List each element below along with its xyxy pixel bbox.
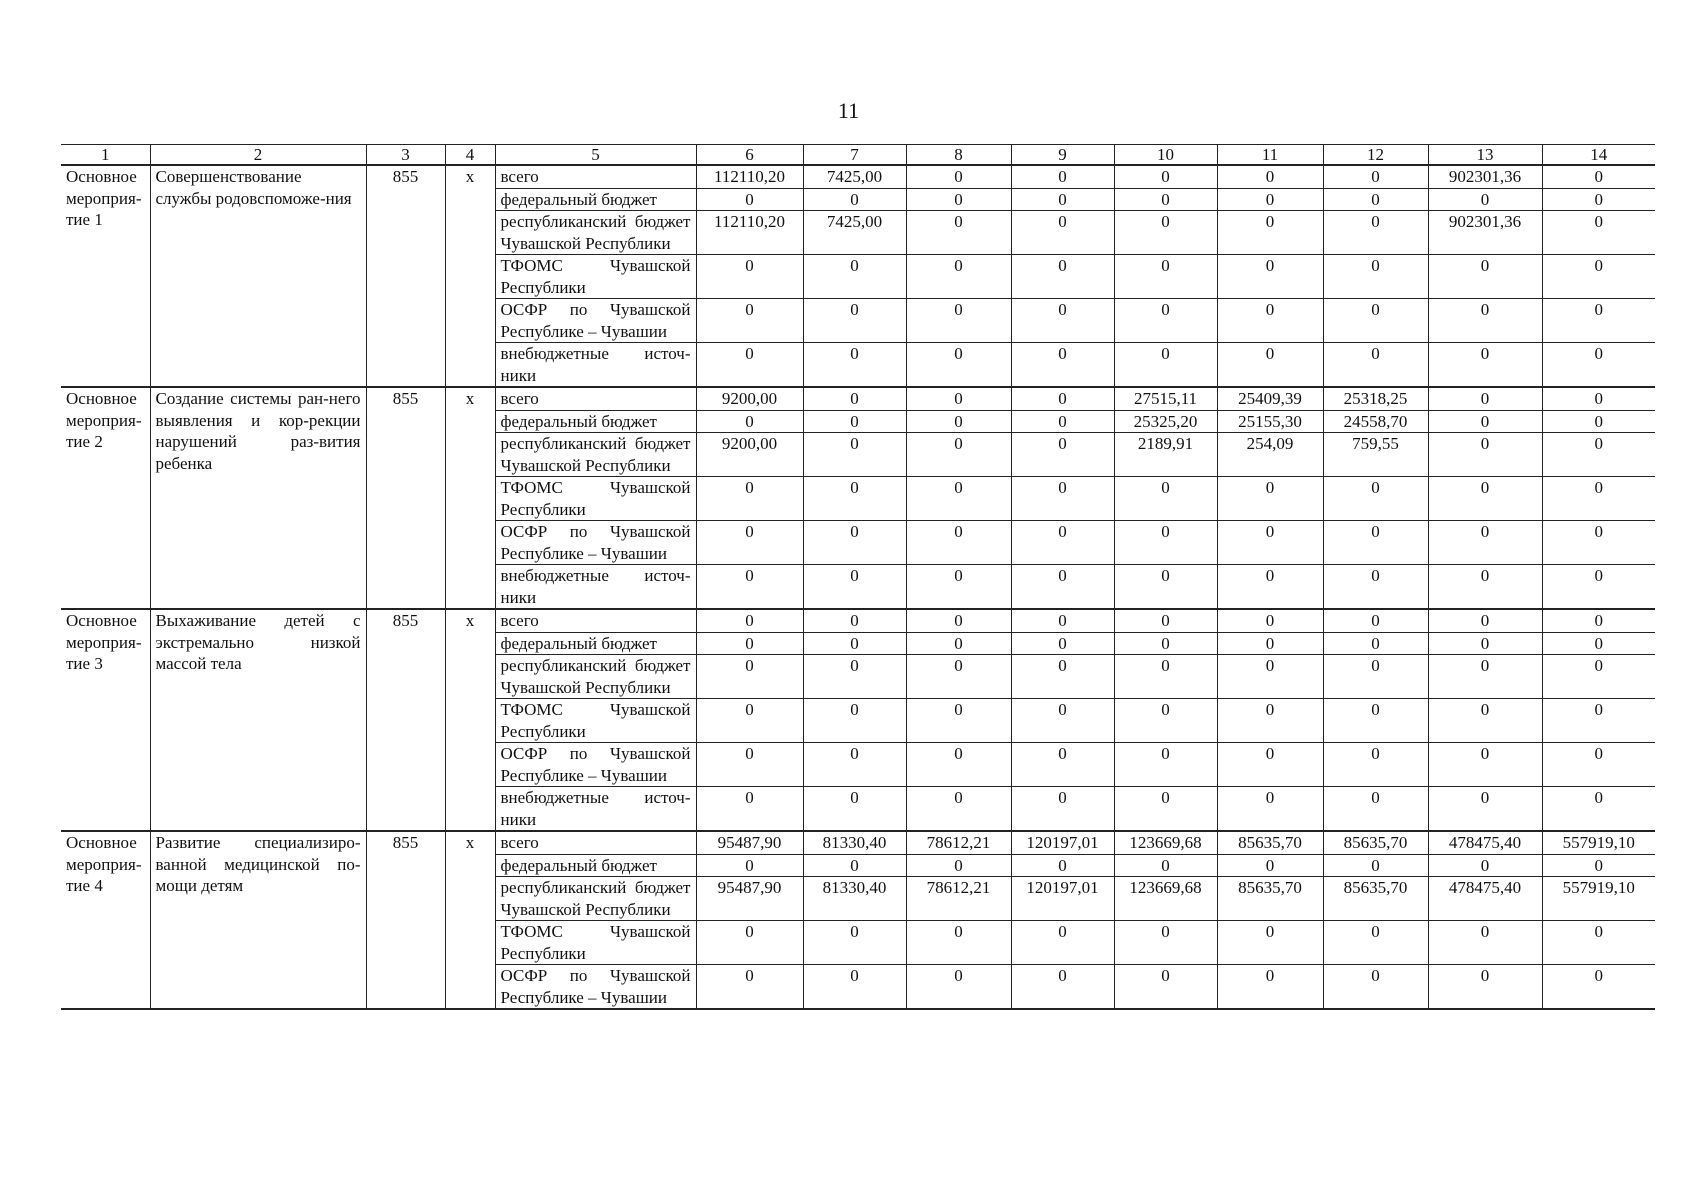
funding-source: ТФОМС Чувашской Республики bbox=[495, 921, 696, 965]
value-cell: 0 bbox=[803, 743, 906, 787]
value-cell: 0 bbox=[696, 410, 803, 433]
value-cell: 0 bbox=[1114, 255, 1217, 299]
value-cell: 0 bbox=[1011, 211, 1114, 255]
activity-name: Основное мероприя-тие 2 bbox=[61, 387, 150, 609]
value-cell: 0 bbox=[696, 521, 803, 565]
value-cell: 0 bbox=[906, 921, 1011, 965]
value-cell: 0 bbox=[1542, 609, 1655, 632]
value-cell: 25155,30 bbox=[1217, 410, 1323, 433]
value-cell: 0 bbox=[906, 387, 1011, 410]
funding-source: республиканский бюджет Чувашской Республики bbox=[495, 655, 696, 699]
value-cell: 0 bbox=[1323, 787, 1428, 832]
value-cell: 0 bbox=[1323, 165, 1428, 188]
value-cell: 0 bbox=[1428, 632, 1542, 655]
value-cell: 0 bbox=[1114, 632, 1217, 655]
value-cell: 0 bbox=[1011, 343, 1114, 388]
value-cell: 0 bbox=[1542, 921, 1655, 965]
value-cell: 557919,10 bbox=[1542, 831, 1655, 854]
value-cell: 0 bbox=[906, 433, 1011, 477]
value-cell: 0 bbox=[1323, 255, 1428, 299]
funding-source: ОСФР по Чувашской Республике – Чувашии bbox=[495, 299, 696, 343]
value-cell: 0 bbox=[1114, 188, 1217, 211]
value-cell: 0 bbox=[1217, 165, 1323, 188]
value-cell: 478475,40 bbox=[1428, 831, 1542, 854]
value-cell: 0 bbox=[1011, 565, 1114, 610]
value-cell: 0 bbox=[906, 787, 1011, 832]
value-cell: 0 bbox=[1542, 343, 1655, 388]
value-cell: 0 bbox=[696, 477, 803, 521]
value-cell: 0 bbox=[1323, 921, 1428, 965]
value-cell: 0 bbox=[1114, 477, 1217, 521]
value-cell: 0 bbox=[1542, 965, 1655, 1010]
budget-code: 855 bbox=[366, 387, 445, 609]
value-cell: 0 bbox=[1542, 410, 1655, 433]
activity-group bbox=[61, 387, 1655, 609]
value-cell: 0 bbox=[1542, 387, 1655, 410]
column-header: 11 bbox=[1217, 145, 1323, 166]
value-cell: 0 bbox=[1428, 854, 1542, 877]
value-cell: 0 bbox=[1011, 387, 1114, 410]
value-cell: 0 bbox=[906, 854, 1011, 877]
value-cell: 0 bbox=[906, 743, 1011, 787]
value-cell: 0 bbox=[1542, 632, 1655, 655]
value-cell: 9200,00 bbox=[696, 387, 803, 410]
table-row bbox=[61, 831, 1655, 854]
funding-source: ОСФР по Чувашской Республике – Чувашии bbox=[495, 965, 696, 1010]
value-cell: 0 bbox=[1323, 343, 1428, 388]
value-cell: 0 bbox=[1011, 609, 1114, 632]
value-cell: 0 bbox=[1114, 565, 1217, 610]
value-cell: 0 bbox=[1428, 921, 1542, 965]
funding-source: внебюджетные источ-ники bbox=[495, 343, 696, 388]
value-cell: 0 bbox=[1428, 433, 1542, 477]
value-cell: 0 bbox=[803, 609, 906, 632]
value-cell: 0 bbox=[803, 477, 906, 521]
value-cell: 0 bbox=[1428, 188, 1542, 211]
value-cell: 0 bbox=[696, 632, 803, 655]
value-cell: 0 bbox=[696, 699, 803, 743]
value-cell: 0 bbox=[1217, 609, 1323, 632]
value-cell: 0 bbox=[696, 787, 803, 832]
value-cell: 120197,01 bbox=[1011, 831, 1114, 854]
value-cell: 0 bbox=[696, 299, 803, 343]
value-cell: 0 bbox=[1217, 632, 1323, 655]
value-cell: 85635,70 bbox=[1323, 877, 1428, 921]
value-cell: 7425,00 bbox=[803, 165, 906, 188]
value-cell: 0 bbox=[803, 921, 906, 965]
value-cell: 0 bbox=[906, 699, 1011, 743]
value-cell: 0 bbox=[1428, 743, 1542, 787]
value-cell: 0 bbox=[1114, 299, 1217, 343]
funding-source: федеральный бюджет bbox=[495, 410, 696, 433]
value-cell: 0 bbox=[1217, 854, 1323, 877]
value-cell: 0 bbox=[1114, 609, 1217, 632]
column-header: 12 bbox=[1323, 145, 1428, 166]
funding-source: ТФОМС Чувашской Республики bbox=[495, 477, 696, 521]
column-header: 6 bbox=[696, 145, 803, 166]
value-cell: 0 bbox=[1011, 255, 1114, 299]
value-cell: 0 bbox=[906, 609, 1011, 632]
value-cell: 0 bbox=[1323, 477, 1428, 521]
x-marker: х bbox=[445, 165, 495, 387]
value-cell: 557919,10 bbox=[1542, 877, 1655, 921]
value-cell: 0 bbox=[1011, 188, 1114, 211]
value-cell: 0 bbox=[906, 255, 1011, 299]
value-cell: 0 bbox=[696, 965, 803, 1010]
value-cell: 0 bbox=[803, 655, 906, 699]
value-cell: 0 bbox=[1428, 565, 1542, 610]
activity-name: Основное мероприя-тие 3 bbox=[61, 609, 150, 831]
value-cell: 0 bbox=[1114, 211, 1217, 255]
value-cell: 0 bbox=[1114, 655, 1217, 699]
value-cell: 0 bbox=[906, 965, 1011, 1010]
value-cell: 95487,90 bbox=[696, 877, 803, 921]
value-cell: 0 bbox=[906, 299, 1011, 343]
page-number: 11 bbox=[837, 98, 860, 123]
column-header: 14 bbox=[1542, 145, 1655, 166]
activity-name: Основное мероприя-тие 4 bbox=[61, 831, 150, 1009]
value-cell: 9200,00 bbox=[696, 433, 803, 477]
value-cell: 0 bbox=[1011, 165, 1114, 188]
value-cell: 0 bbox=[1542, 787, 1655, 832]
value-cell: 25318,25 bbox=[1323, 387, 1428, 410]
x-marker: х bbox=[445, 831, 495, 1009]
value-cell: 0 bbox=[1217, 699, 1323, 743]
value-cell: 0 bbox=[1542, 165, 1655, 188]
value-cell: 0 bbox=[1217, 477, 1323, 521]
value-cell: 0 bbox=[1542, 854, 1655, 877]
value-cell: 123669,68 bbox=[1114, 831, 1217, 854]
activity-title: Совершенствование службы родовспоможе-ния bbox=[150, 165, 366, 387]
value-cell: 0 bbox=[1011, 433, 1114, 477]
value-cell: 0 bbox=[1428, 787, 1542, 832]
value-cell: 0 bbox=[1323, 188, 1428, 211]
value-cell: 0 bbox=[1542, 299, 1655, 343]
column-header: 1 bbox=[61, 145, 150, 166]
value-cell: 0 bbox=[803, 387, 906, 410]
value-cell: 0 bbox=[1217, 299, 1323, 343]
value-cell: 0 bbox=[1428, 477, 1542, 521]
column-header: 5 bbox=[495, 145, 696, 166]
value-cell: 0 bbox=[1323, 965, 1428, 1010]
value-cell: 0 bbox=[803, 521, 906, 565]
value-cell: 0 bbox=[1428, 655, 1542, 699]
value-cell: 0 bbox=[1542, 699, 1655, 743]
value-cell: 0 bbox=[803, 854, 906, 877]
table-row bbox=[61, 609, 1655, 632]
column-header: 7 bbox=[803, 145, 906, 166]
value-cell: 0 bbox=[1011, 477, 1114, 521]
value-cell: 0 bbox=[1542, 655, 1655, 699]
value-cell: 0 bbox=[1114, 521, 1217, 565]
value-cell: 0 bbox=[1011, 521, 1114, 565]
column-header: 4 bbox=[445, 145, 495, 166]
value-cell: 0 bbox=[1114, 343, 1217, 388]
value-cell: 0 bbox=[1323, 521, 1428, 565]
value-cell: 24558,70 bbox=[1323, 410, 1428, 433]
value-cell: 85635,70 bbox=[1217, 831, 1323, 854]
value-cell: 0 bbox=[696, 655, 803, 699]
value-cell: 0 bbox=[803, 343, 906, 388]
value-cell: 0 bbox=[1428, 299, 1542, 343]
value-cell: 0 bbox=[1114, 854, 1217, 877]
value-cell: 902301,36 bbox=[1428, 211, 1542, 255]
value-cell: 0 bbox=[803, 255, 906, 299]
column-header: 8 bbox=[906, 145, 1011, 166]
value-cell: 0 bbox=[906, 165, 1011, 188]
funding-source: внебюджетные источ-ники bbox=[495, 565, 696, 610]
value-cell: 0 bbox=[906, 188, 1011, 211]
value-cell: 0 bbox=[1323, 854, 1428, 877]
value-cell: 112110,20 bbox=[696, 211, 803, 255]
value-cell: 0 bbox=[1323, 743, 1428, 787]
funding-source: ОСФР по Чувашской Республике – Чувашии bbox=[495, 743, 696, 787]
funding-source: ТФОМС Чувашской Республики bbox=[495, 255, 696, 299]
budget-code: 855 bbox=[366, 831, 445, 1009]
value-cell: 0 bbox=[1428, 521, 1542, 565]
value-cell: 0 bbox=[906, 521, 1011, 565]
value-cell: 0 bbox=[1011, 921, 1114, 965]
value-cell: 0 bbox=[1011, 632, 1114, 655]
value-cell: 2189,91 bbox=[1114, 433, 1217, 477]
x-marker: х bbox=[445, 609, 495, 831]
value-cell: 0 bbox=[1542, 743, 1655, 787]
value-cell: 0 bbox=[1323, 632, 1428, 655]
value-cell: 0 bbox=[803, 632, 906, 655]
value-cell: 0 bbox=[803, 188, 906, 211]
activity-group bbox=[61, 831, 1655, 1009]
budget-code: 855 bbox=[366, 165, 445, 387]
value-cell: 0 bbox=[1428, 387, 1542, 410]
activity-title: Развитие специализиро-ванной медицинской по-мощи детям bbox=[150, 831, 366, 1009]
value-cell: 254,09 bbox=[1217, 433, 1323, 477]
table-row bbox=[61, 165, 1655, 188]
value-cell: 123669,68 bbox=[1114, 877, 1217, 921]
value-cell: 0 bbox=[1323, 211, 1428, 255]
value-cell: 0 bbox=[696, 565, 803, 610]
value-cell: 0 bbox=[803, 433, 906, 477]
value-cell: 95487,90 bbox=[696, 831, 803, 854]
value-cell: 0 bbox=[803, 787, 906, 832]
value-cell: 0 bbox=[1217, 211, 1323, 255]
value-cell: 0 bbox=[906, 343, 1011, 388]
funding-source: всего bbox=[495, 165, 696, 188]
value-cell: 0 bbox=[1011, 410, 1114, 433]
column-number-row bbox=[61, 145, 1655, 166]
value-cell: 0 bbox=[1114, 699, 1217, 743]
value-cell: 0 bbox=[1114, 921, 1217, 965]
activity-title: Создание системы ран-него выявления и кор-рекции нарушений раз-вития ребенка bbox=[150, 387, 366, 609]
value-cell: 0 bbox=[1323, 655, 1428, 699]
value-cell: 0 bbox=[1011, 699, 1114, 743]
value-cell: 0 bbox=[1428, 965, 1542, 1010]
value-cell: 0 bbox=[1011, 854, 1114, 877]
column-header: 10 bbox=[1114, 145, 1217, 166]
value-cell: 0 bbox=[696, 609, 803, 632]
value-cell: 0 bbox=[1114, 965, 1217, 1010]
funding-source: внебюджетные источ-ники bbox=[495, 787, 696, 832]
value-cell: 0 bbox=[906, 477, 1011, 521]
value-cell: 0 bbox=[1542, 477, 1655, 521]
value-cell: 0 bbox=[1011, 787, 1114, 832]
funding-source: республиканский бюджет Чувашской Республики bbox=[495, 433, 696, 477]
value-cell: 81330,40 bbox=[803, 877, 906, 921]
funding-source: республиканский бюджет Чувашской Республики bbox=[495, 877, 696, 921]
value-cell: 0 bbox=[1542, 433, 1655, 477]
funding-source: республиканский бюджет Чувашской Республики bbox=[495, 211, 696, 255]
value-cell: 0 bbox=[803, 410, 906, 433]
value-cell: 0 bbox=[1011, 299, 1114, 343]
value-cell: 0 bbox=[1542, 255, 1655, 299]
value-cell: 0 bbox=[1114, 165, 1217, 188]
value-cell: 0 bbox=[696, 343, 803, 388]
value-cell: 0 bbox=[1428, 699, 1542, 743]
value-cell: 0 bbox=[696, 743, 803, 787]
table-row bbox=[61, 387, 1655, 410]
value-cell: 0 bbox=[803, 565, 906, 610]
funding-source: ОСФР по Чувашской Республике – Чувашии bbox=[495, 521, 696, 565]
value-cell: 0 bbox=[1323, 609, 1428, 632]
column-header: 9 bbox=[1011, 145, 1114, 166]
value-cell: 25409,39 bbox=[1217, 387, 1323, 410]
value-cell: 0 bbox=[906, 565, 1011, 610]
funding-source: федеральный бюджет bbox=[495, 188, 696, 211]
value-cell: 0 bbox=[1428, 255, 1542, 299]
value-cell: 0 bbox=[1542, 521, 1655, 565]
value-cell: 0 bbox=[1217, 255, 1323, 299]
value-cell: 0 bbox=[1217, 965, 1323, 1010]
activity-group bbox=[61, 165, 1655, 387]
column-header: 13 bbox=[1428, 145, 1542, 166]
value-cell: 0 bbox=[1011, 965, 1114, 1010]
value-cell: 0 bbox=[1217, 343, 1323, 388]
value-cell: 0 bbox=[803, 965, 906, 1010]
value-cell: 0 bbox=[1428, 410, 1542, 433]
value-cell: 0 bbox=[803, 699, 906, 743]
funding-source: федеральный бюджет bbox=[495, 632, 696, 655]
value-cell: 478475,40 bbox=[1428, 877, 1542, 921]
value-cell: 0 bbox=[803, 299, 906, 343]
value-cell: 0 bbox=[1217, 743, 1323, 787]
value-cell: 0 bbox=[906, 211, 1011, 255]
value-cell: 759,55 bbox=[1323, 433, 1428, 477]
value-cell: 0 bbox=[1217, 521, 1323, 565]
value-cell: 0 bbox=[1114, 787, 1217, 832]
funding-source: ТФОМС Чувашской Республики bbox=[495, 699, 696, 743]
value-cell: 0 bbox=[1217, 787, 1323, 832]
column-header: 2 bbox=[150, 145, 366, 166]
value-cell: 0 bbox=[1217, 188, 1323, 211]
value-cell: 78612,21 bbox=[906, 831, 1011, 854]
value-cell: 0 bbox=[1428, 343, 1542, 388]
activity-title: Выхаживание детей с экстремально низкой массой тела bbox=[150, 609, 366, 831]
value-cell: 25325,20 bbox=[1114, 410, 1217, 433]
value-cell: 0 bbox=[1542, 565, 1655, 610]
budget-table bbox=[61, 144, 1655, 1010]
value-cell: 120197,01 bbox=[1011, 877, 1114, 921]
activity-name: Основное мероприя-тие 1 bbox=[61, 165, 150, 387]
value-cell: 0 bbox=[1011, 743, 1114, 787]
value-cell: 0 bbox=[696, 854, 803, 877]
activity-group bbox=[61, 609, 1655, 831]
value-cell: 0 bbox=[1323, 299, 1428, 343]
funding-source: всего bbox=[495, 387, 696, 410]
funding-source: всего bbox=[495, 609, 696, 632]
value-cell: 81330,40 bbox=[803, 831, 906, 854]
value-cell: 0 bbox=[1114, 743, 1217, 787]
value-cell: 0 bbox=[906, 632, 1011, 655]
value-cell: 0 bbox=[1542, 211, 1655, 255]
value-cell: 0 bbox=[1323, 699, 1428, 743]
value-cell: 0 bbox=[1217, 921, 1323, 965]
funding-source: федеральный бюджет bbox=[495, 854, 696, 877]
value-cell: 0 bbox=[1217, 655, 1323, 699]
budget-code: 855 bbox=[366, 609, 445, 831]
value-cell: 0 bbox=[1323, 565, 1428, 610]
x-marker: х bbox=[445, 387, 495, 609]
column-header: 3 bbox=[366, 145, 445, 166]
value-cell: 902301,36 bbox=[1428, 165, 1542, 188]
funding-source: всего bbox=[495, 831, 696, 854]
value-cell: 0 bbox=[696, 188, 803, 211]
value-cell: 0 bbox=[1217, 565, 1323, 610]
value-cell: 78612,21 bbox=[906, 877, 1011, 921]
value-cell: 0 bbox=[1011, 655, 1114, 699]
value-cell: 0 bbox=[906, 410, 1011, 433]
value-cell: 0 bbox=[906, 655, 1011, 699]
value-cell: 27515,11 bbox=[1114, 387, 1217, 410]
value-cell: 112110,20 bbox=[696, 165, 803, 188]
value-cell: 0 bbox=[1542, 188, 1655, 211]
value-cell: 0 bbox=[696, 921, 803, 965]
value-cell: 7425,00 bbox=[803, 211, 906, 255]
value-cell: 0 bbox=[1428, 609, 1542, 632]
value-cell: 0 bbox=[696, 255, 803, 299]
value-cell: 85635,70 bbox=[1323, 831, 1428, 854]
value-cell: 85635,70 bbox=[1217, 877, 1323, 921]
